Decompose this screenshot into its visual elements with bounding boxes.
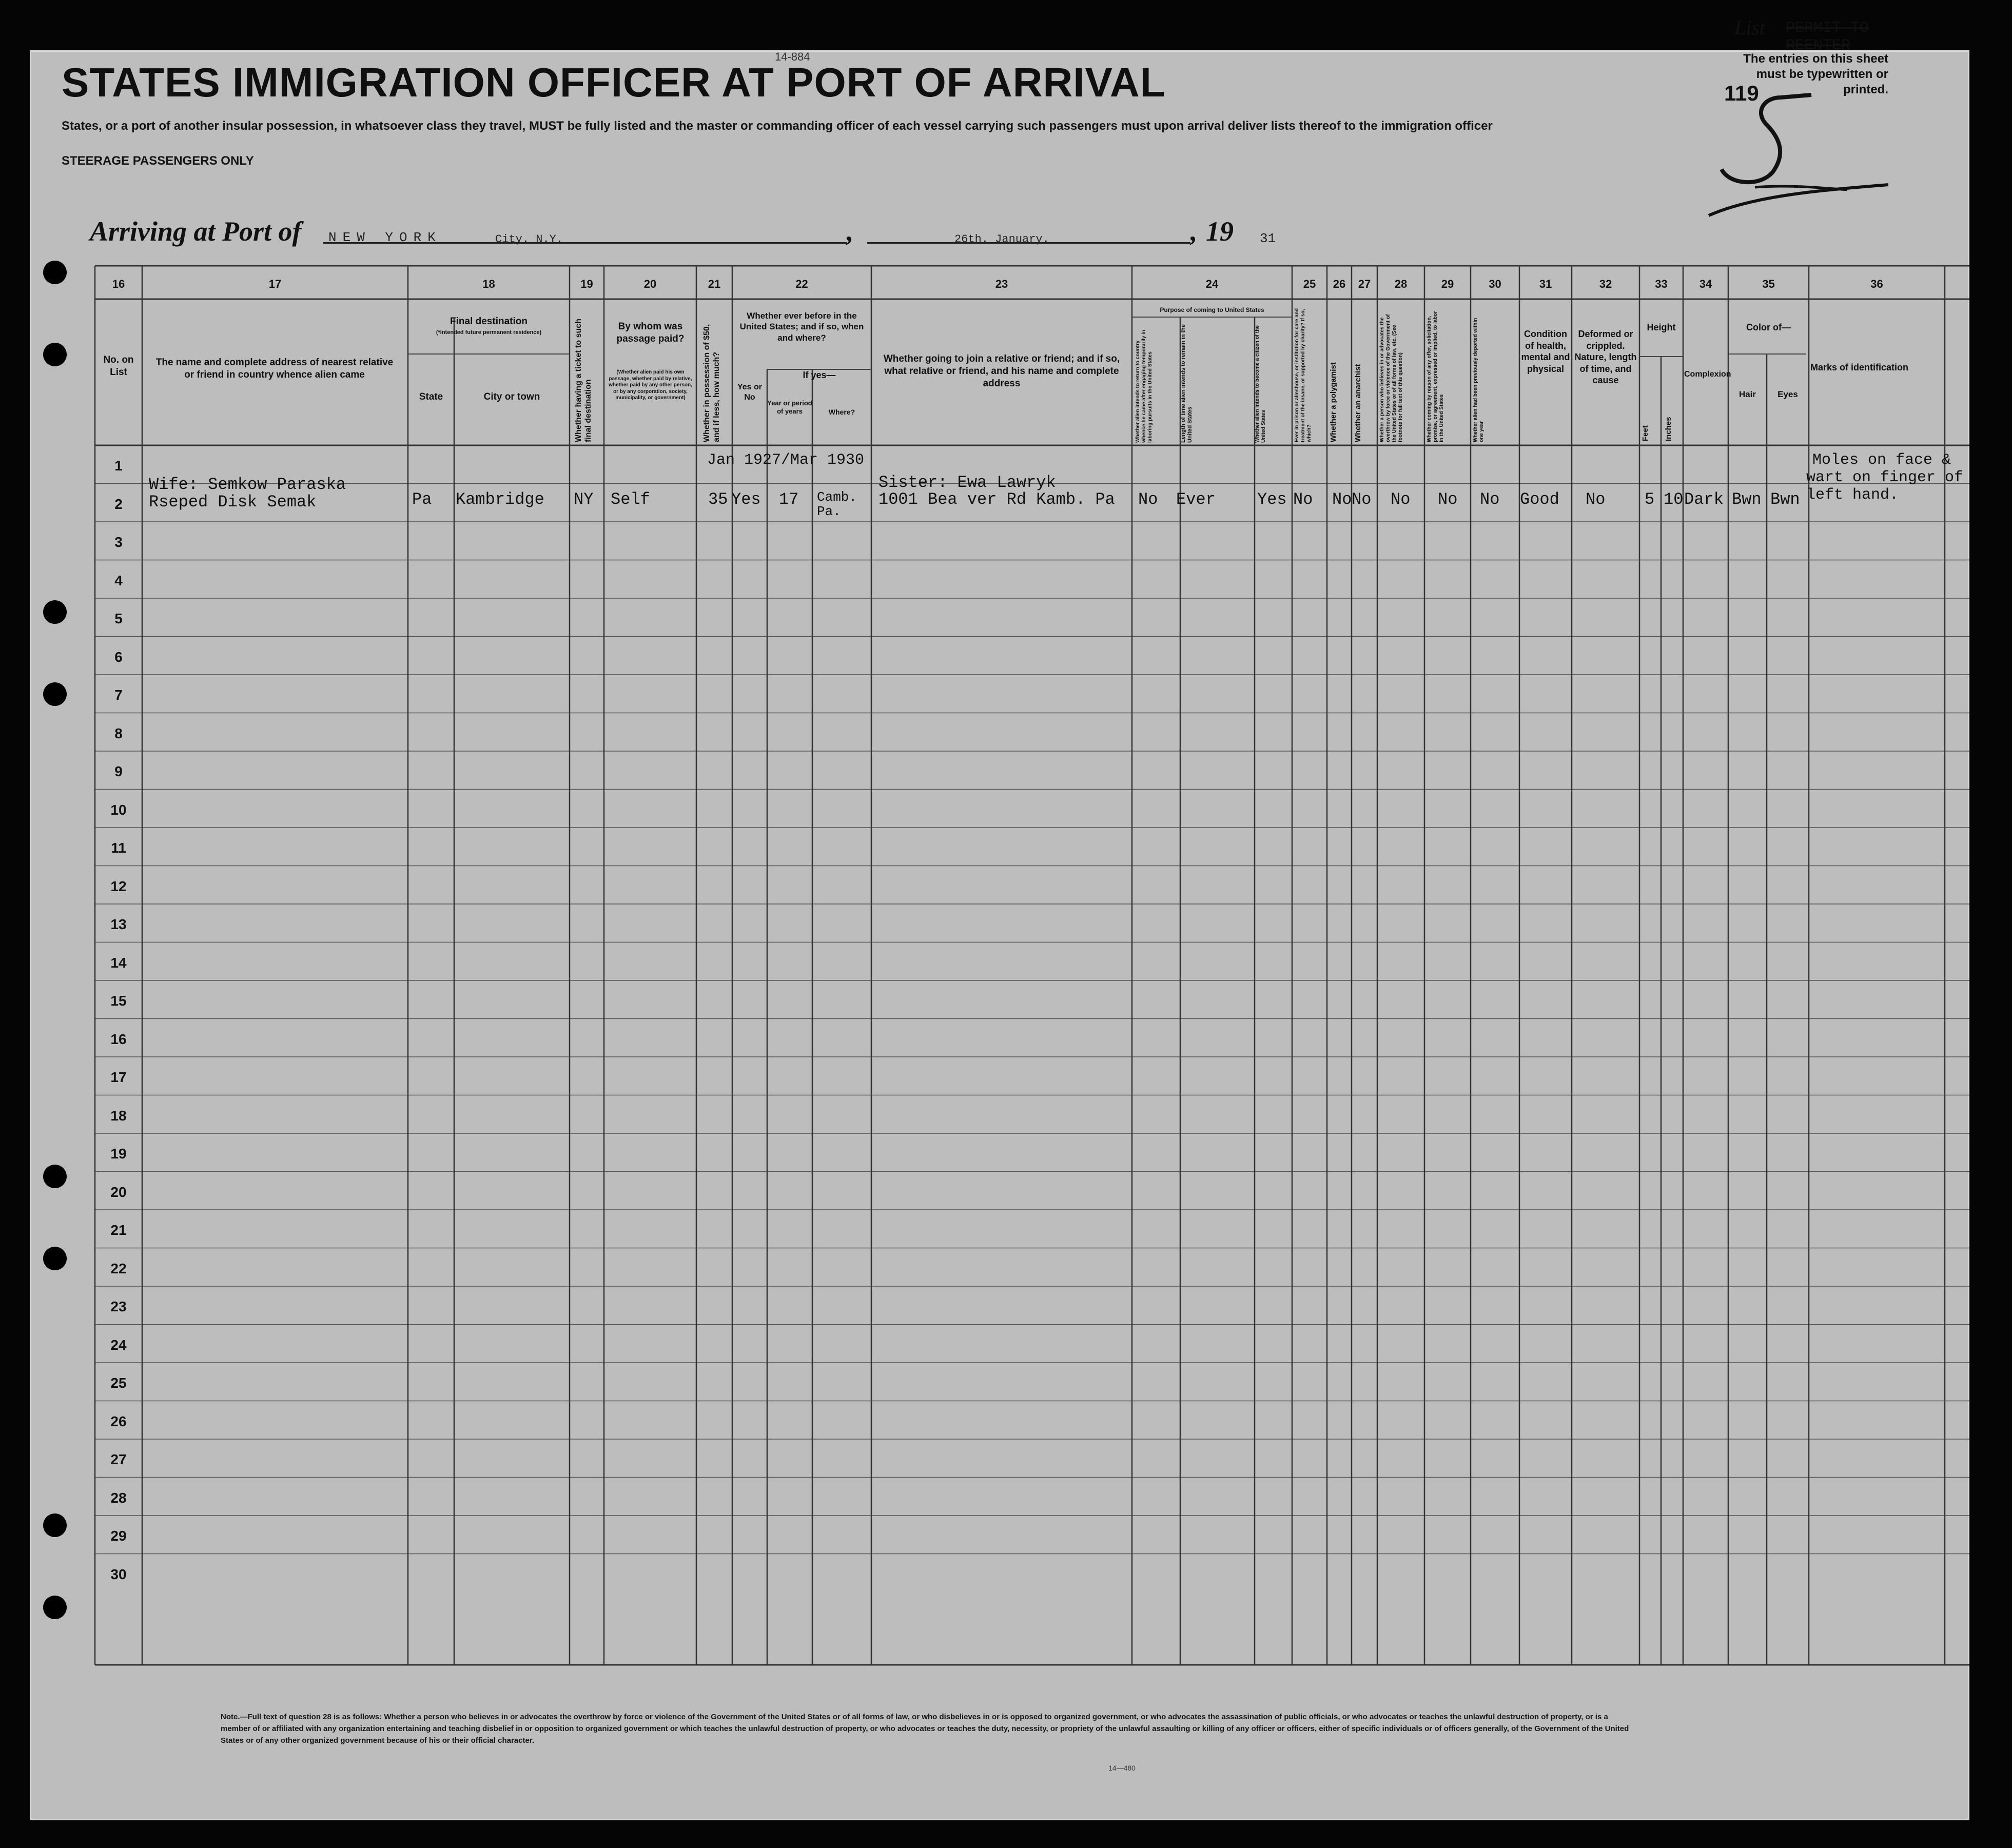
entry-prior-dates: Jan 1927/Mar 1930 [707,451,865,469]
row-number: 19 [110,1146,127,1162]
col-num-20: 20 [643,278,657,290]
entry-q30: No [1480,490,1500,509]
col-header-23: Whether going to join a relative or friend; and if so, what relative or friend, and his name and complete address [883,353,1120,389]
col-num-16: 16 [112,278,125,290]
col-header-24a: Whether alien intends to return to country whence he came after engaging temporarily in laboring pursuits in the United States [1135,329,1153,443]
col-num-34: 34 [1699,278,1712,290]
entry-q29: No [1438,490,1458,509]
col-header-32: Deformed or crippled. Nature, length of time, and cause [1574,329,1637,385]
row-number: 4 [114,572,123,588]
entry-prior-years: 17 [779,490,799,509]
form-code-bottom: 14—480 [1108,1764,1136,1772]
header-subtitle: STEERAGE PASSENGERS ONLY [62,154,254,168]
entry-feet: 5 [1645,490,1655,509]
col-note-18: (*Intended future permanent residence) [436,329,542,336]
list-value: PERMIT TO REENTER [1786,19,1869,54]
col-num-31: 31 [1539,278,1552,290]
entry-eyes: Bwn [1770,490,1800,509]
col-header-34: Complexion [1684,370,1731,379]
header-instructions: States, or a port of another insular possession, in whatsoever class they travel, MUST be fully listed and the master or commanding officer of each vessel carrying such passengers must upon arrival deliver lists thereof to the immigration officer [62,119,1493,133]
col-header-31: Condition of health, mental and physical [1521,329,1570,374]
row-number: 6 [114,648,123,665]
col-header-22-ifyes: If yes— [803,370,836,380]
col-header-28: Whether a person who believes in or advocates the overthrow by force or violence of the Government of the United States or of all forms of law, etc. (See footnote for full text of this question) [1379,314,1403,442]
col-header-22-yesno: Yes or No [737,383,763,402]
city-value: City. N.Y. [495,233,563,246]
entry-q28: No [1391,490,1411,509]
col-header-35-eyes: Eyes [1777,389,1798,399]
col-header-25: Ever in prison or almshouse, or institution for care and treatment of the insane, or supported by charity? If so, which? [1294,308,1312,442]
entry-join-line1: Sister: Ewa Lawryk [878,473,1056,492]
row-number: 2 [114,496,123,512]
row-number: 24 [110,1336,127,1353]
year-suffix: 31 [1260,231,1276,246]
entry-money: 35 [708,490,728,509]
col-num-23: 23 [995,278,1008,290]
col-num-28: 28 [1394,278,1408,290]
col-num-18: 18 [482,278,495,290]
entry-inches: 10 [1664,490,1684,509]
entry-ticket: NY [574,490,594,509]
entry-health: Good [1520,490,1559,509]
col-header-20: By whom was passage paid? [616,321,685,344]
row-number: 20 [110,1184,127,1200]
row-number: 18 [110,1107,127,1124]
col-note-20: (Whether alien paid his own passage, whether paid by relative, whether paid by any other person, or by any corporation, society, municipality, or government) [609,369,692,401]
entry-join-line2: 1001 Bea ver Rd Kamb. Pa [878,490,1115,509]
col-num-24: 24 [1205,278,1219,290]
row-number: 30 [110,1566,127,1582]
row-number: 29 [110,1528,127,1544]
row-number: 26 [110,1413,127,1429]
col-header-18-state: State [419,391,443,402]
entry-relative-line1: Wife: Semkow Paraska [149,475,346,494]
entry-citizen: Yes [1257,490,1287,509]
col-header-18-city: City or town [483,391,540,402]
year-prefix: 19 [1206,216,1234,247]
col-num-17: 17 [268,278,282,290]
row-number: 3 [114,534,123,550]
col-num-26: 26 [1333,278,1346,290]
col-header-22-where: Where? [828,408,855,416]
col-header-27: Whether an anarchist [1354,364,1362,442]
entry-marks-line3: left hand. [1806,486,1899,504]
col-num-25: 25 [1303,278,1316,290]
row-number: 9 [114,763,123,779]
row-number: 13 [110,916,127,932]
row-number: 27 [110,1451,127,1467]
entry-prior-where: Camb. Pa. [817,489,857,519]
row-number: 16 [110,1031,127,1047]
row-number: 11 [111,840,126,856]
col-num-22: 22 [795,278,808,290]
list-number: 119 [1724,81,1759,105]
footnote-question-28: Note.—Full text of question 28 is as follows: Whether a person who believes in or advocates the overthrow by force or violence of the Government of the United States or of all forms of law, or who disbelieves in or is opposed to organized government, or who advocates the assassination of public officials, or who advocates or teaches the unlawful destruction of property, or is a member of or affiliated with any organization entertaining and teaching disbelief in or opposition to organized government or which teaches the unlawful destruction of property, or who advocates or teaches the duty, necessity, or propriety of the unlawful assaulting or killing of any officer or officers, either of specific individuals or of officers generally, of the Government of the United States or of any other organized government because of his or their official character. [221,1713,1629,1745]
col-num-19: 19 [580,278,593,290]
date-value: 26th. January. [954,233,1049,246]
col-header-21: Whether in possession of $50, and if less, how much? [702,324,721,442]
col-header-22: Whether ever before in the United States; and if so, when and where? [739,311,864,343]
row-number: 8 [114,725,123,741]
col-header-16: No. on List [103,355,134,378]
col-header-18: Final destination [450,316,528,327]
entry-state: Pa [412,490,432,509]
row-number: 14 [110,954,127,971]
row-number: 17 [110,1069,127,1085]
col-header-33-inches: Inches [1664,417,1673,441]
col-header-33: Height [1647,322,1676,332]
col-header-24c: Whether alien intends to become a citizen of the United States [1255,325,1266,443]
col-num-21: 21 [708,278,721,290]
row-number: 1 [114,458,123,474]
col-header-36: Marks of identification [1810,362,1909,372]
entry-hair: Bwn [1732,490,1762,509]
entry-city: Kambridge [456,490,544,509]
col-num-30: 30 [1489,278,1501,290]
row-number: 22 [110,1260,127,1276]
col-header-33-feet: Feet [1641,425,1650,441]
row-number: 7 [114,687,123,703]
page-title: STATES IMMIGRATION OFFICER AT PORT OF ARRIVAL [62,60,1166,105]
col-num-27: 27 [1358,278,1371,290]
entry-complexion: Dark [1684,490,1724,509]
comma-2: , [1190,216,1198,247]
arriving-label: Arriving at Port of [90,216,302,247]
entry-prison: No [1293,490,1313,509]
col-header-29: Whether coming by reason of any offer, solicitation, promise, or agreement, expressed or implied, to labor in the United States [1427,311,1444,442]
entry-prior-yes: Yes [731,490,761,509]
entry-length: Ever [1176,490,1216,509]
entry-marks-line2: wart on finger of [1806,469,1964,486]
list-label: List [1734,16,1766,39]
entry-relative-line2: Rseped Disk Semak [149,493,317,512]
port-value: NEW YORK [328,230,442,245]
row-number: 5 [114,611,123,626]
row-number: 25 [110,1375,127,1391]
row-number: 28 [110,1489,127,1506]
col-header-19: Whether having a ticket to such final destination [574,319,593,442]
entry-anarchist: No [1352,490,1372,509]
col-header-24: Purpose of coming to United States [1160,306,1264,313]
col-num-35: 35 [1762,278,1775,290]
row-number: 21 [110,1222,127,1238]
row-number: 12 [110,878,127,894]
form-code-top: 14-884 [775,50,810,63]
entry-polygamist: No [1332,490,1352,509]
col-header-26: Whether a polygamist [1329,362,1338,442]
entry-marks-line1: Moles on face & [1812,451,1951,469]
comma-1: , [847,216,854,247]
col-num-36: 36 [1870,278,1883,290]
col-num-29: 29 [1441,278,1454,290]
row-number: 10 [110,801,127,818]
col-header-24b: Length of time alien intends to remain in the United States [1180,324,1194,443]
col-header-30: Whether alien had been previously deported within one year [1473,318,1484,442]
col-num-32: 32 [1599,278,1612,290]
row-number: 23 [110,1299,127,1314]
col-num-33: 33 [1655,278,1668,290]
col-header-17: The name and complete address of nearest relative or friend in country whence alien came [155,357,394,380]
entries-note: The entries on this sheet must be typewritten or printed. [1743,52,1888,96]
col-header-35-hair: Hair [1738,389,1756,399]
row-number: 15 [110,993,127,1009]
entry-passage: Self [611,490,650,509]
entry-return: No [1138,490,1158,509]
entry-deformed: No [1586,490,1606,509]
col-header-35: Color of— [1746,322,1791,332]
col-header-22-years: Year or period of years [767,399,812,416]
